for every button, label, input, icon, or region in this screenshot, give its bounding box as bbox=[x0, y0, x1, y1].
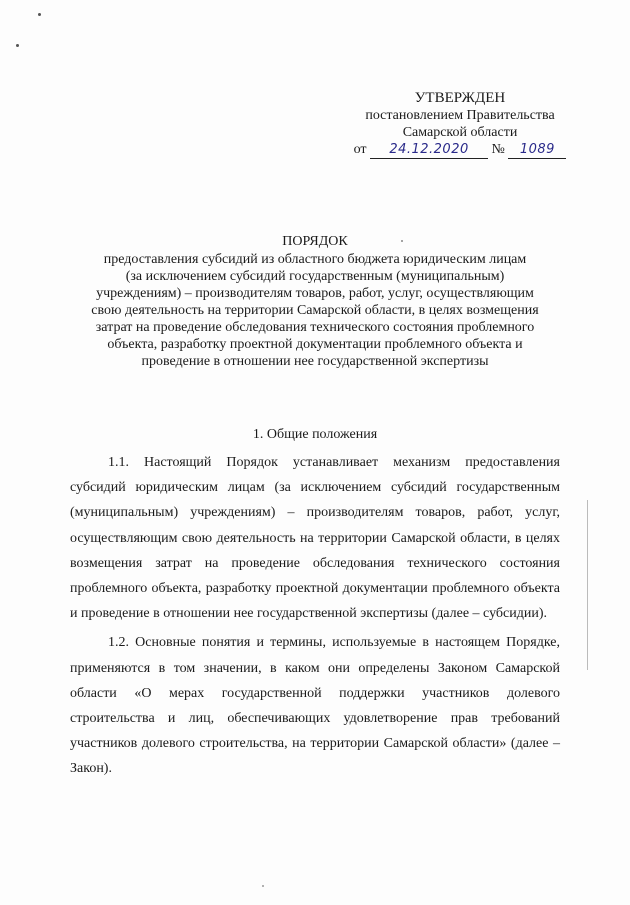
subtitle-line: затрат на проведение обследования технического состояния проблемного bbox=[95, 320, 535, 335]
paragraph-1-2: 1.2. Основные понятия и термины, используемые в настоящем Порядке, применяются в том значении, в каком они определены Законом Самарской области «О мерах государственной поддержки участников долевого строительства и лиц, обеспечивающих удовлетворение прав требований участников долевого строительства, на территории Самарской области» (далее – Закон). bbox=[70, 635, 560, 777]
section-heading: 1. Общие положения bbox=[252, 427, 378, 442]
approval-stamp-block bbox=[330, 90, 590, 159]
paragraph-1-1: 1.1. Настоящий Порядок устанавливает механизм предоставления субсидий юридическим лицам (за исключением субсидий государственным (муниципальным) учреждениям) – производителям товаров, работ, услуг, осуществляющим свою деятельность на территории Самарской области, в целях возмещения затрат на проведение обследования технического состояния проблемного объекта, разработку проектной документации проблемного объекта и проведение в отношении нее государственной экспертизы (далее – субсидии). bbox=[70, 455, 560, 622]
handwritten-date: 24.12.2020 bbox=[389, 142, 469, 157]
scan-speck bbox=[16, 44, 19, 47]
scan-edge-line bbox=[587, 500, 588, 670]
subtitle-line: проведение в отношении нее государственной экспертизы bbox=[141, 354, 489, 369]
subtitle-line: (за исключением субсидий государственным (муниципальным) bbox=[125, 269, 505, 284]
approval-date-line bbox=[330, 141, 590, 159]
subtitle-line: учреждениям) – производителям товаров, работ, услуг, осуществляющим bbox=[96, 286, 534, 301]
handwritten-number: 1089 bbox=[519, 142, 555, 157]
approval-title: УТВЕРЖДЕН bbox=[414, 90, 506, 106]
section-body bbox=[70, 450, 560, 786]
subtitle-line: предоставления субсидий из областного бюджета юридическим лицам bbox=[103, 252, 527, 267]
document-title-block bbox=[70, 233, 560, 370]
subtitle-line: объекта, разработку проектной документации проблемного объекта и bbox=[107, 337, 523, 352]
approval-line-1: постановлением Правительства bbox=[365, 108, 555, 123]
scan-speck bbox=[38, 13, 41, 16]
subtitle-line: свою деятельность на территории Самарской области, в целях возмещения bbox=[91, 303, 539, 318]
approval-line-2: Самарской области bbox=[402, 125, 518, 140]
number-prefix: № bbox=[491, 142, 505, 157]
scan-speck bbox=[262, 885, 264, 887]
date-prefix: от bbox=[353, 142, 367, 157]
document-title: ПОРЯДОК bbox=[282, 234, 348, 249]
